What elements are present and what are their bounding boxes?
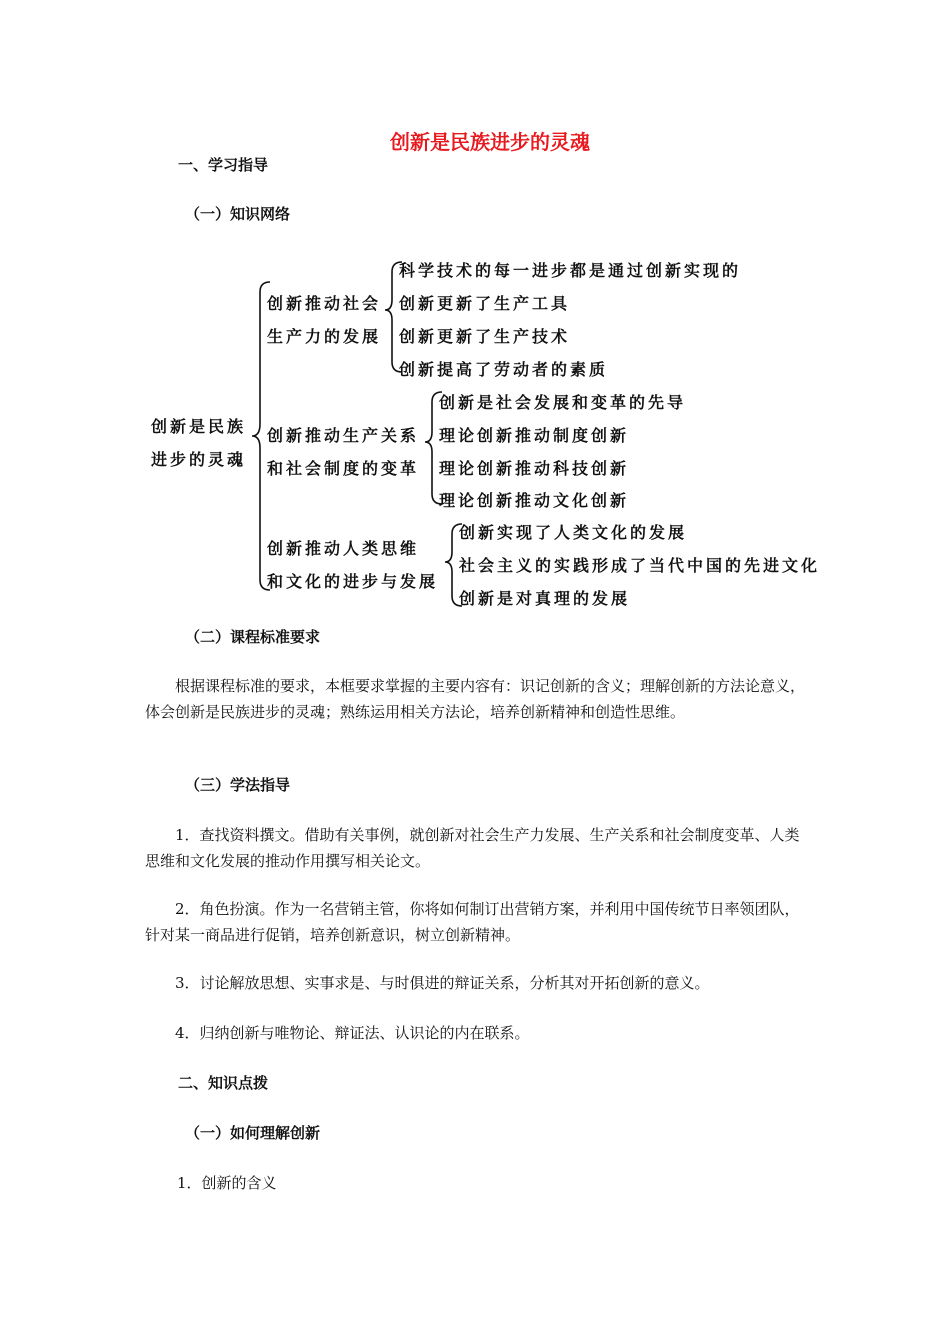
tree-root-line-1: 创新是民族 (151, 417, 247, 436)
branch-1-leaf: 创新提高了劳动者的素质 (399, 360, 609, 379)
tree-root-line-2: 进步的灵魂 (151, 450, 247, 469)
branch-3-leaf: 创新实现了人类文化的发展 (459, 523, 688, 542)
method-item: 3．讨论解放思想、实事求是、与时俱进的辩证关系，分析其对开拓创新的意义。 (175, 974, 710, 992)
subheading-curriculum-standard: （二）课程标准要求 (185, 628, 321, 646)
method-item: 1．查找资料撰文。借助有关事例，就创新对社会生产力发展、生产关系和社会制度变革、人类思维和文化发展的推动作用撰写相关论文。 (145, 826, 800, 870)
branch-2-label-line-2: 和社会制度的变革 (267, 459, 420, 478)
branch-2-label-line-1: 创新推动生产关系 (267, 426, 420, 445)
method-item: 4．归纳创新与唯物论、辩证法、认识论的内在联系。 (175, 1024, 530, 1042)
section-heading-knowledge-points: 二、知识点拨 (178, 1074, 269, 1092)
branch-3-label-line-1: 创新推动人类思维 (267, 539, 420, 558)
branch-3-label-line-2: 和文化的进步与发展 (267, 572, 439, 591)
branch-1-label-line-2: 生产力的发展 (267, 327, 382, 346)
branch-2-leaf: 理论创新推动科技创新 (439, 459, 630, 478)
branch-2-leaf: 创新是社会发展和变革的先导 (439, 393, 687, 412)
subheading-study-method: （三）学法指导 (185, 776, 291, 794)
paragraph-standard: 根据课程标准的要求，本框要求掌握的主要内容有：识记创新的含义；理解创新的方法论意义，体会创新是民族进步的灵魂；熟练运用相关方法论，培养创新精神和创造性思维。 (145, 677, 806, 721)
branch-3-leaf: 社会主义的实践形成了当代中国的先进文化 (459, 556, 821, 575)
item-meaning-of-innovation: 1．创新的含义 (177, 1174, 277, 1192)
branch-2-leaf: 理论创新推动制度创新 (439, 426, 630, 445)
branch-1-label-line-1: 创新推动社会 (267, 294, 382, 313)
subheading-knowledge-network: （一）知识网络 (185, 205, 291, 223)
section-heading-study-guide: 一、学习指导 (178, 156, 269, 174)
branch-1-leaf: 创新更新了生产技术 (399, 327, 571, 346)
branch-2-leaf: 理论创新推动文化创新 (439, 491, 630, 510)
branch-3-leaf: 创新是对真理的发展 (459, 589, 631, 608)
page-title: 创新是民族进步的灵魂 (390, 130, 590, 154)
branch-1-leaf: 创新更新了生产工具 (399, 294, 571, 313)
subheading-understand-innovation: （一）如何理解创新 (185, 1124, 321, 1142)
branch-1-leaf: 科学技术的每一进步都是通过创新实现的 (399, 261, 742, 280)
method-item: 2．角色扮演。作为一名营销主管，你将如何制订出营销方案，并利用中国传统节日率领团队，针对某一商品进行促销，培养创新意识，树立创新精神。 (145, 900, 800, 944)
